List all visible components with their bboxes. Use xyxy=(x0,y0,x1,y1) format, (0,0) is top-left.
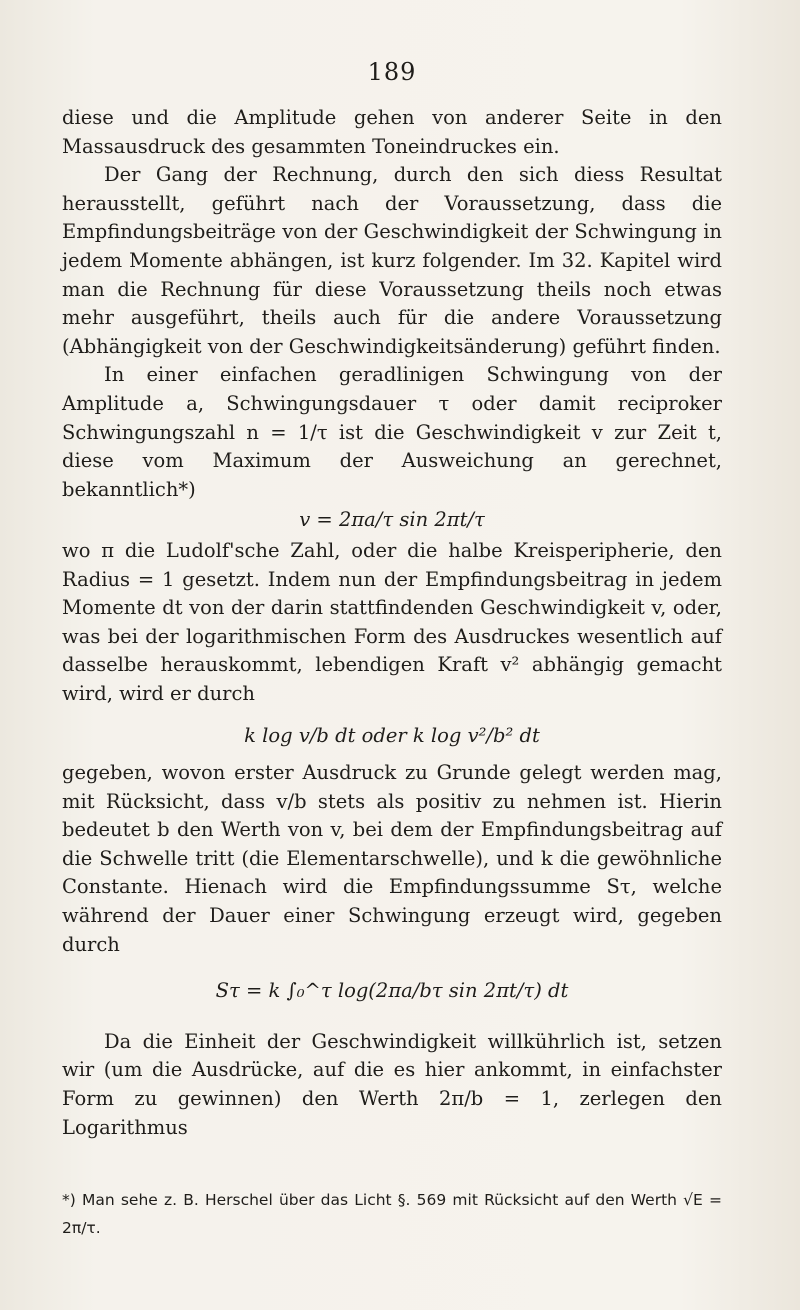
paragraph-3: In einer einfachen geradlinigen Schwingung von der Amplitude a, Schwingungsdauer τ oder damit reciproker Schwingungszahl n = 1/τ ist die Geschwindigkeit v zur Zeit t, diese vom Maximum der Ausweichung an gerechnet, bekanntlich*) xyxy=(62,363,722,501)
formula-sum: Sτ = k ∫₀^τ log(2πa/bτ sin 2πt/τ) dt xyxy=(215,979,569,1003)
formula-contribution: k log v/b dt oder k log v²/b² dt xyxy=(244,724,540,748)
footnote: *) Man sehe z. B. Herschel über das Licht §. 569 mit Rücksicht auf den Werth √E = 2π/τ. xyxy=(62,1191,722,1237)
paragraph-4: wo π die Ludolf'sche Zahl, oder die halbe Kreisperipherie, den Radius = 1 gesetzt. Indem nun der Empfindungsbeitrag in jedem Momente dt von der darin stattfindenden Geschwindigkeit v, oder, was bei der logarithmischen Form des Ausdruckes wesentlich auf dasselbe herauskommt, lebendigen Kraft v² abhängig gemacht wird, wird er durch xyxy=(62,538,722,705)
formula-velocity: v = 2πa/τ sin 2πt/τ xyxy=(299,508,485,532)
text-column xyxy=(62,58,722,1142)
paragraph-2: Der Gang der Rechnung, durch den sich diess Resultat herausstellt, geführt nach der Voraussetzung, dass die Empfindungsbeiträge von der Geschwindigkeit der Schwingung in jedem Momente abhängen, ist kurz folgender. Im 32. Kapitel wird man die Rechnung für diese Voraussetzung theils noch etwas mehr ausgeführt, theils auch für die andere Voraussetzung (Abhängigkeit von der Geschwindigkeitsänderung) geführt finden. xyxy=(62,163,722,358)
paragraph-6: Da die Einheit der Geschwindigkeit willkührlich ist, setzen wir (um die Ausdrücke, auf die es hier ankommt, in einfachster Form zu gewinnen) den Werth 2π/b = 1, zerlegen den Logarithmus xyxy=(62,1029,722,1139)
page-number: 189 xyxy=(367,58,417,86)
paragraph-5: gegeben, wovon erster Ausdruck zu Grunde gelegt werden mag, mit Rücksicht, dass v/b stets als positiv zu nehmen ist. Hierin bedeutet b den Werth von v, bei dem der Empfindungsbeitrag auf die Schwelle tritt (die Elementarschwelle), und k die gewöhnliche Constante. Hienach wird die Empfindungssumme Sτ, welche während der Dauer einer Schwingung erzeugt wird, gegeben durch xyxy=(62,761,722,956)
paragraph-1: diese und die Amplitude gehen von anderer Seite in den Massausdruck des gesammten Toneindruckes ein. xyxy=(62,106,722,158)
